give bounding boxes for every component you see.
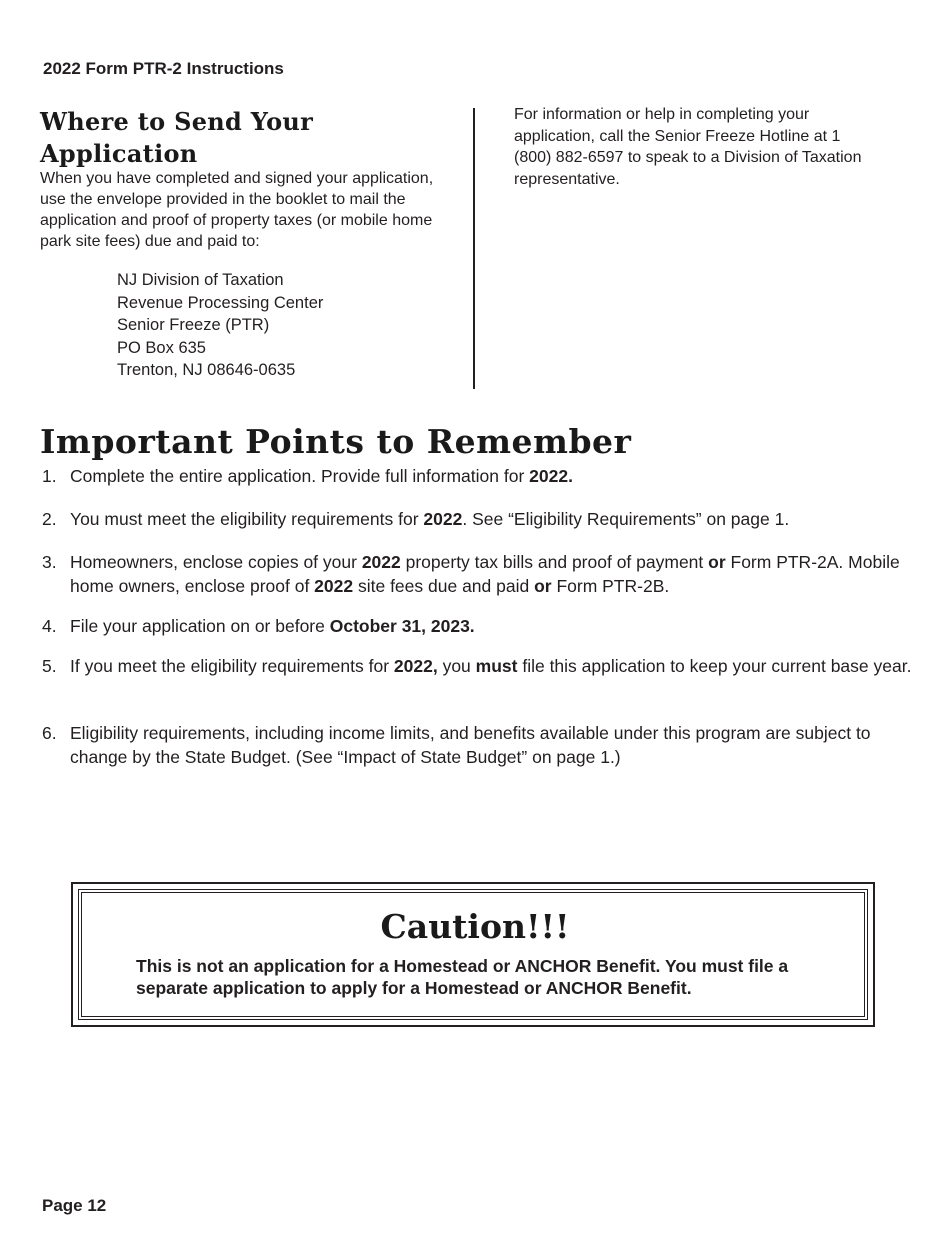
point-number: 2. [42, 509, 57, 529]
send-section-title: Where to Send Your Application [40, 107, 314, 168]
page-number: Page 12 [42, 1196, 107, 1215]
point-text: File your application on or before October 31, 2023. [70, 616, 475, 636]
point-text: Homeowners, enclose copies of your 2022 property tax bills and proof of payment or Form PTR-2A. Mobile home owners, enclose proof of 2022 site fees due and paid or Form PTR-2B. [70, 552, 900, 596]
mailing-address [117, 269, 323, 382]
info-hotline-text: For information or help in completing your application, call the Senior Freeze Hotline at 1 (800) 882-6597 to speak to a Division of Taxation representative. [514, 106, 862, 188]
address-line: Senior Freeze (PTR) [117, 316, 270, 334]
point-number: 5. [42, 656, 57, 676]
point-number: 1. [42, 466, 57, 486]
point-text: Eligibility requirements, including income limits, and benefits available under this program are subject to change by the State Budget. (See “Impact of State Budget” on page 1.) [70, 723, 871, 767]
point-text: If you meet the eligibility requirements for 2022, you must file this application to keep your current base year. [70, 656, 912, 676]
address-line: PO Box 635 [117, 338, 206, 357]
address-line: Revenue Processing Center [117, 293, 324, 312]
point-number: 6. [42, 723, 57, 743]
point-number: 4. [42, 616, 57, 636]
point-number: 3. [42, 552, 57, 572]
point-text: You must meet the eligibility requirements for 2022. See “Eligibility Requirements” on page 1. [70, 509, 790, 529]
form-header: 2022 Form PTR-2 Instructions [43, 59, 284, 78]
address-line: NJ Division of Taxation [117, 271, 284, 289]
caution-title: Caution!!! [380, 907, 570, 946]
column-divider [473, 108, 475, 389]
caution-body: This is not an application for a Homestead or ANCHOR Benefit. You must file a separate application to apply for a Homestead or ANCHOR Benefit. [136, 956, 789, 998]
address-line: Trenton, NJ 08646-0635 [117, 361, 296, 379]
send-section-body: When you have completed and signed your application, use the envelope provided in the booklet to mail the application and proof of property taxes (or mobile home park site fees) due and paid to: [40, 170, 434, 250]
point-text: Complete the entire application. Provide full information for 2022. [70, 466, 573, 486]
points-section-title: Important Points to Remember [40, 422, 632, 461]
